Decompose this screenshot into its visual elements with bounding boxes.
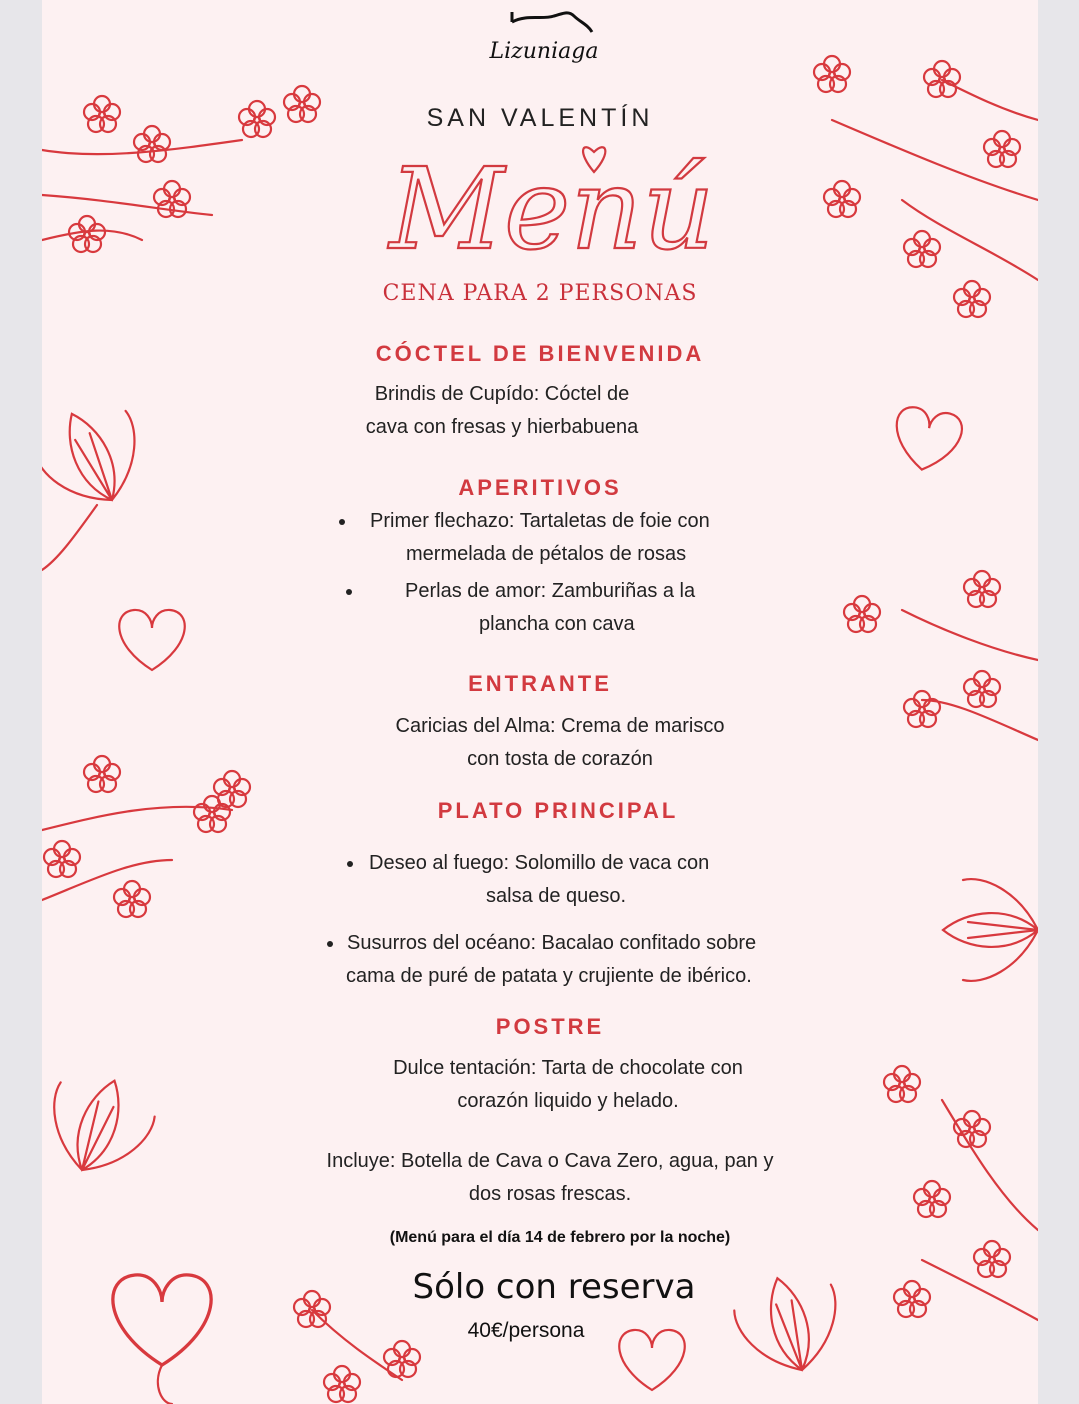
includes-line: dos rosas frescas. xyxy=(468,1183,632,1205)
svg-text:Menú: Menú xyxy=(389,145,715,270)
svg-text:Lizuniaga: Lizuniaga xyxy=(489,39,599,64)
coctel-line: cava con fresas y hierbabuena xyxy=(365,416,639,438)
bullet-icon xyxy=(339,519,345,525)
section-coctel-title: CÓCTEL DE BIENVENIDA xyxy=(375,341,705,366)
aperitivo-item: Primer flechazo: Tartaletas de foie con xyxy=(370,510,710,532)
menu-sheet xyxy=(42,0,1038,1404)
kicker-title: SAN VALENTÍN xyxy=(426,104,654,132)
includes-line: Incluye: Botella de Cava o Cava Zero, agua, pan y xyxy=(326,1150,774,1172)
principal-item: Deseo al fuego: Solomillo de vaca con xyxy=(369,852,710,874)
section-aperitivos-title: APERITIVOS xyxy=(458,475,622,500)
aperitivo-item: Perlas de amor: Zamburiñas a la xyxy=(405,580,696,602)
aperitivo-item: plancha con cava xyxy=(479,613,635,635)
reservation-text: Sólo con reserva xyxy=(412,1267,696,1307)
price-text: 40€/persona xyxy=(467,1319,585,1342)
principal-item: cama de puré de patata y crujiente de ibérico. xyxy=(346,965,752,987)
postre-line: corazón liquido y helado. xyxy=(457,1090,679,1112)
bullet-icon xyxy=(347,861,353,867)
menu-subtitle: CENA PARA 2 PERSONAS xyxy=(382,281,698,306)
menu-title-script xyxy=(332,140,772,270)
bullet-icon xyxy=(327,941,333,947)
section-entrante-title: ENTRANTE xyxy=(468,671,612,696)
aperitivo-item: mermelada de pétalos de rosas xyxy=(406,543,687,565)
date-note: (Menú para el día 14 de febrero por la noche) xyxy=(389,1229,731,1246)
section-postre-title: POSTRE xyxy=(495,1014,605,1039)
brand-logo xyxy=(482,2,612,74)
coctel-line: Brindis de Cupído: Cóctel de xyxy=(374,383,630,405)
entrante-line: con tosta de corazón xyxy=(467,748,653,770)
section-principal-title: PLATO PRINCIPAL xyxy=(437,798,679,823)
entrante-line: Caricias del Alma: Crema de marisco xyxy=(395,715,725,737)
principal-item: Susurros del océano: Bacalao confitado sobre xyxy=(347,932,757,954)
postre-line: Dulce tentación: Tarta de chocolate con xyxy=(393,1057,743,1079)
principal-item: salsa de queso. xyxy=(486,885,627,907)
bullet-icon xyxy=(346,589,352,595)
